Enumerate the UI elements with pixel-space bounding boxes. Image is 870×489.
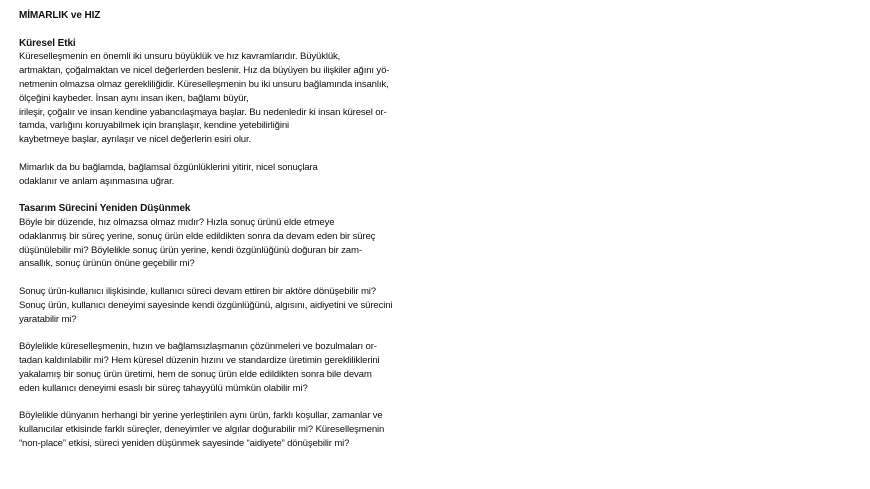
text-line: Sonuç ürün-kullanıcı ilişkisinde, kullanıcı süreci devam ettiren bir aktöre dönüşebilir mi? [19,285,376,297]
text-line: irileşir, çoğalır ve insan kendine yabancılaşmaya başlar. Bu nedenledir ki insan küresel or- [19,106,387,118]
text-line: yakalamış bir sonuç ürün üretimi, hem de sonuç ürün elde edildikten sonra bile devam [19,368,372,380]
paragraph [19,340,459,395]
text-line: eden kullanıcı deneyimi esaslı bir süreç tahayyülü mümkün olabilir mi? [19,382,308,394]
section-tasarim-sureci [19,202,459,450]
text-line: ölçeğini kaybeder. İnsan aynı insan iken, bağlamı büyür, [19,92,249,104]
text-line: “non-place” etkisi, süreci yeniden düşünmek sayesinde “aidiyete” dönüşebilir mi? [19,437,350,449]
paragraph [19,285,459,326]
text-line: odaklanmış bir süreç yerine, sonuç ürün elde edildikten sonra da devam eden bir süreç [19,230,376,242]
text-line: tamda, varlığını koruyabilmek için branşlaşır, kendine yetebilirliğini [19,120,289,132]
paragraph [19,161,459,189]
text-line: odaklanır ve anlam aşınmasına uğrar. [19,175,175,187]
text-line: tadan kaldırılabilir mi? Hem küresel düzenin hızını ve standardize üretimin gerekliliklerini [19,354,380,366]
text-line: Böylelikle dünyanın herhangi bir yerine yerleştirilen aynı ürün, farklı koşullar, zamanlar ve [19,410,383,422]
text-line: Böyle bir düzende, hız olmazsa olmaz mıdır? Hızla sonuç ürünü elde etmeye [19,216,335,228]
section-kuresel-etki [19,37,459,189]
text-line: kullanıcılar etkisinde farklı süreçler, deneyimler ve algılar doğurabilir mi? Küreselleşmenin [19,423,385,435]
text-line: artmaktan, çoğalmaktan ve nicel değerlerden beslenir. Hız da büyüyen bu ilişkiler ağını yö- [19,65,390,77]
text-line: kaybetmeye başlar, ayrılaşır ve nicel değerlerin esiri olur. [19,134,252,146]
text-line: Sonuç ürün, kullanıcı deneyimi sayesinde kendi özgünlüğünü, algısını, aidiyetini ve sürecini [19,299,393,311]
text-line: yaratabilir mi? [19,313,77,325]
text-line: düşünülebilir mi? Böylelikle sonuç ürün yerine, kendi özgünlüğünü doğuran bir zam- [19,244,362,256]
section-heading: Tasarım Sürecini Yeniden Düşünmek [19,203,191,215]
text-line: Küreselleşmenin en önemli iki unsuru büyüklük ve hız kavramlarıdır. Büyüklük, [19,51,341,63]
document-page [19,9,459,464]
paragraph [19,409,459,450]
document-title: MİMARLIK ve HIZ [19,10,101,21]
paragraph [19,216,459,271]
section-heading: Küresel Etki [19,37,76,49]
text-line: ansallık, sonuç ürünün önüne geçebilir mi? [19,258,195,270]
text-line: Mimarlık da bu bağlamda, bağlamsal özgünlüklerini yitirir, nicel sonuçlara [19,161,318,173]
text-line: Böylelikle küreselleşmenin, hızın ve bağlamsızlaşmanın çözünmeleri ve bozulmaları or- [19,341,377,353]
paragraph [19,50,459,147]
text-line: netmenin olmazsa olmaz gerekliliğidir. Küreselleşmenin bu iki unsuru bağlamında insanlık, [19,78,389,90]
